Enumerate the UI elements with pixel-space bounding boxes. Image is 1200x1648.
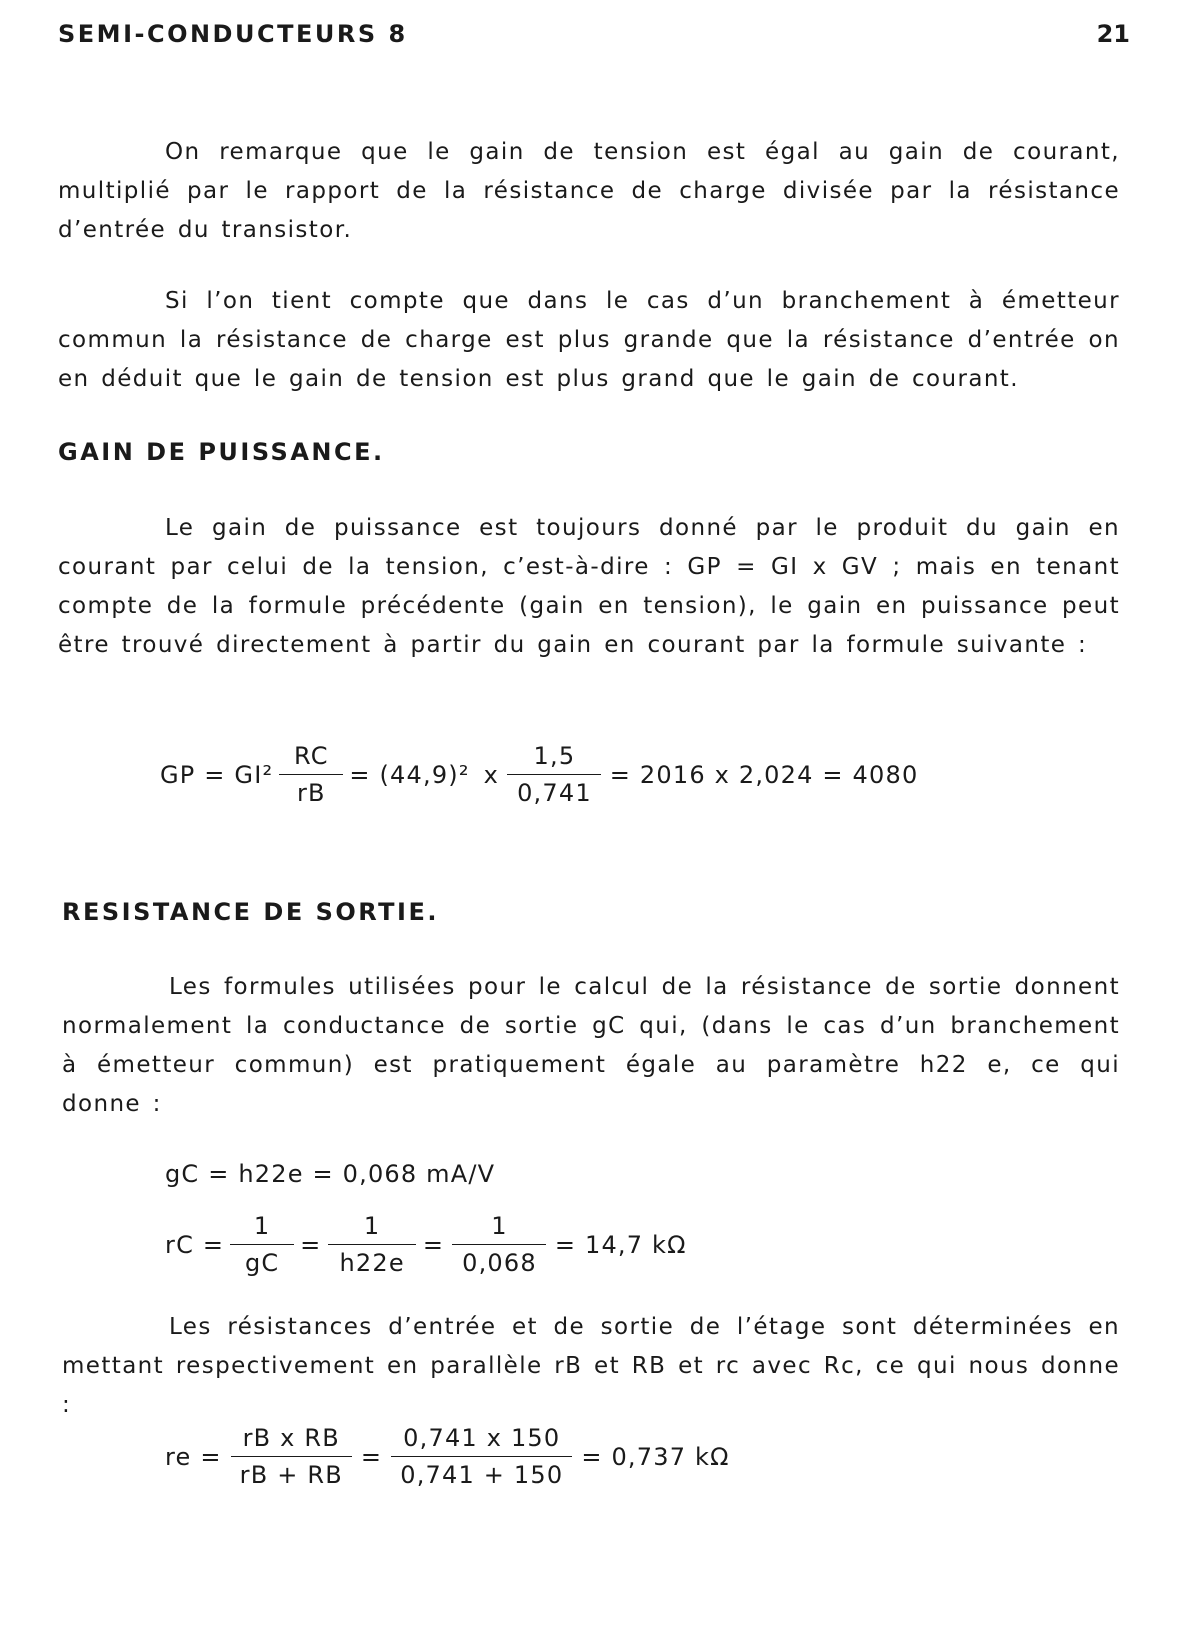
fraction-denominator: rB + RB bbox=[239, 1461, 343, 1489]
formula-rc-lhs: rC = bbox=[165, 1230, 225, 1259]
formula-re-result: = 0,737 kΩ bbox=[581, 1442, 730, 1471]
formula-rc-result: = 14,7 kΩ bbox=[554, 1230, 687, 1259]
running-head: SEMI-CONDUCTEURS 8 bbox=[58, 20, 408, 48]
fraction-1-gc bbox=[230, 1212, 294, 1277]
fraction-denominator: rB bbox=[296, 779, 326, 807]
formula-conductance bbox=[165, 1160, 495, 1188]
formula-re-lhs: re = bbox=[165, 1442, 222, 1471]
fraction-numerator: 1 bbox=[452, 1212, 546, 1245]
fraction-numerator: 0,741 x 150 bbox=[391, 1424, 572, 1457]
formula-gp-result: = 2016 x 2,024 = 4080 bbox=[609, 760, 919, 789]
formula-gain-puissance bbox=[160, 742, 918, 807]
paragraph-resistances-etage: Les résistances d’entrée et de sortie de l’étage sont déterminées en mettant respectivement en parallèle rB et RB et rc avec Rc, ce qui nous donne : bbox=[62, 1314, 1120, 1418]
formula-gc-text: gC = h22e = 0,068 mA/V bbox=[165, 1160, 496, 1188]
formula-resistance-sortie bbox=[165, 1212, 687, 1277]
formula-re-eq1: = bbox=[360, 1442, 383, 1471]
paragraph-emetteur-commun: Si l’on tient compte que dans le cas d’un branchement à émetteur commun la résistance de charge est plus grande que la résistance d’entrée on en déduit que le gain de tension est plus grand que le gain de courant. bbox=[58, 288, 1120, 392]
paragraph-gain-tension: On remarque que le gain de tension est égal au gain de courant, multiplié par le rapport de la résistance de charge divisée par la résistance d’entrée du transistor. bbox=[58, 139, 1120, 243]
fraction-numerator: RC bbox=[279, 742, 343, 775]
formula-rc-eq2: = bbox=[422, 1230, 445, 1259]
paragraph-gain-puissance: Le gain de puissance est toujours donné par le produit du gain en courant par celui de la tension, c’est-à-dire : GP = GI x GV ; mais en tenant compte de la formule précédente (gain en tension), le gain en puissance peut être trouvé directement à partir du gain en courant par la formule suivante : bbox=[58, 515, 1120, 658]
fraction-1-5 bbox=[505, 742, 604, 807]
fraction-numerator: 1 bbox=[328, 1212, 416, 1245]
formula-gp-eq1: = (44,9)² bbox=[349, 760, 470, 789]
fraction-denominator: h22e bbox=[339, 1249, 405, 1277]
formula-rc-eq1: = bbox=[300, 1230, 322, 1259]
fraction-rb-rb bbox=[228, 1424, 355, 1489]
fraction-denominator: 0,741 + 150 bbox=[400, 1461, 564, 1489]
fraction-denominator: gC bbox=[244, 1249, 280, 1277]
fraction-numerator: 1 bbox=[230, 1212, 294, 1245]
formula-resistance-entree bbox=[165, 1424, 730, 1489]
fraction-1-0068 bbox=[450, 1212, 549, 1277]
fraction-denominator: 0,068 bbox=[462, 1249, 537, 1277]
heading-gain-puissance: GAIN DE PUISSANCE. bbox=[58, 438, 385, 466]
page-number: 21 bbox=[1096, 20, 1130, 48]
heading-resistance-sortie: RESISTANCE DE SORTIE. bbox=[62, 898, 439, 926]
fraction-1-h22e bbox=[327, 1212, 416, 1277]
fraction-numerator: rB x RB bbox=[231, 1424, 352, 1457]
formula-gp-lhs: GP = GI² bbox=[160, 760, 274, 789]
paragraph-resistance-sortie: Les formules utilisées pour le calcul de la résistance de sortie donnent normalement la conductance de sortie gC qui, (dans le cas d’un branchement à émetteur commun) est pratiquement égale au paramètre h22 e, ce qui donne : bbox=[62, 974, 1120, 1117]
fraction-0741-150 bbox=[388, 1424, 575, 1489]
fraction-denominator: 0,741 bbox=[517, 779, 592, 807]
formula-gp-times: x bbox=[483, 760, 500, 789]
fraction-numerator: 1,5 bbox=[507, 742, 601, 775]
fraction-rc-rb bbox=[279, 742, 343, 807]
